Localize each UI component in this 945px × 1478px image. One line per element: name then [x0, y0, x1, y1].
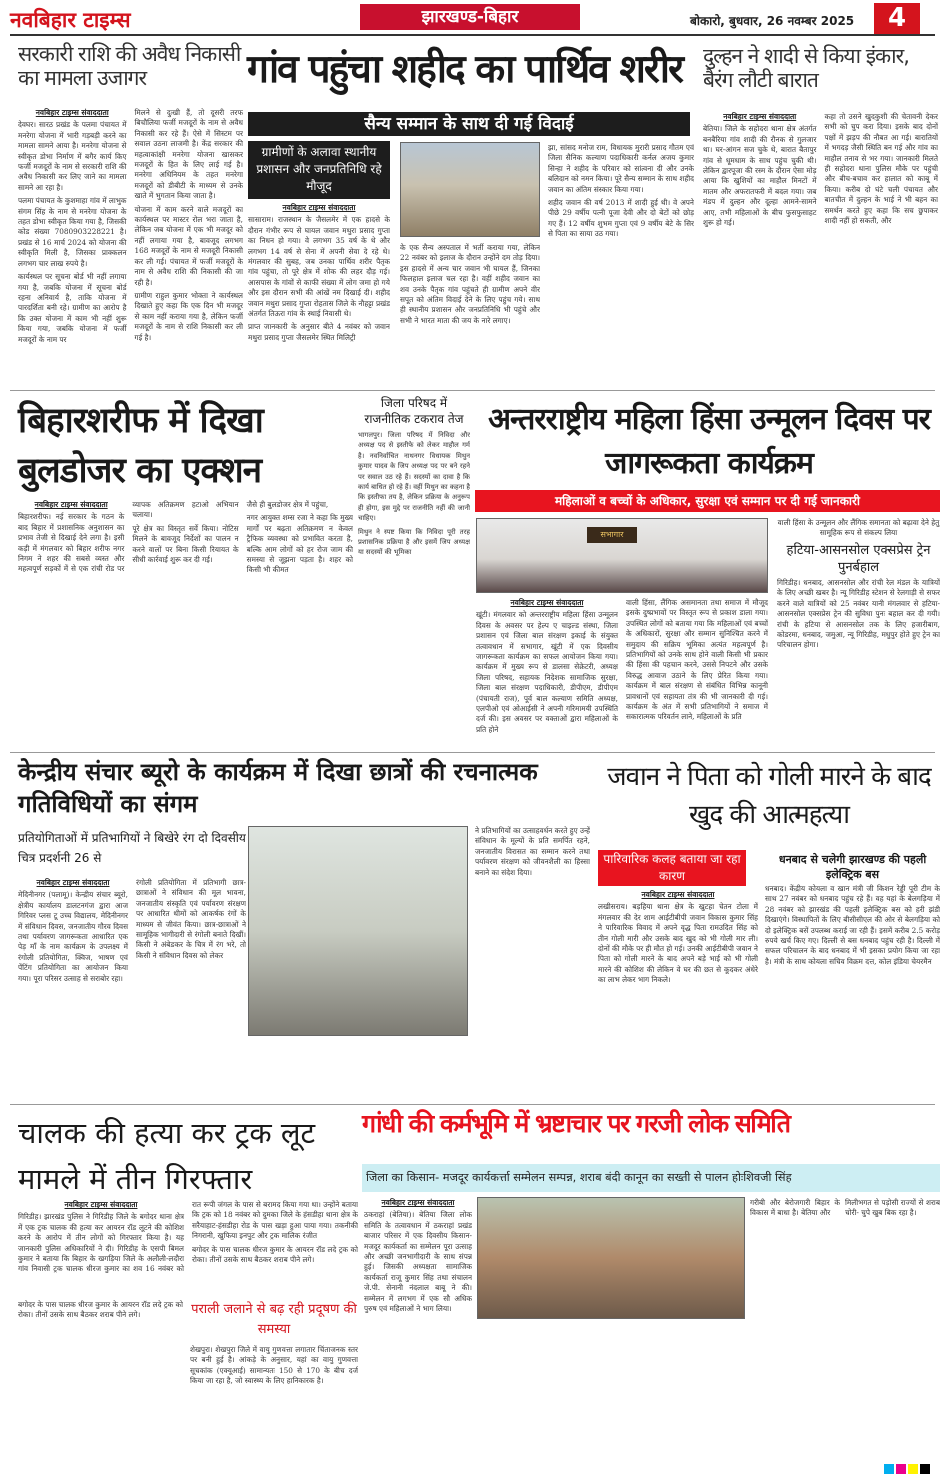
paragraph: शेखपुरा। शेखपुरा जिले में वायु गुणवत्ता लगातार चिंताजनक स्तर पर बनी हुई है। आंकड़े के अनुसार, यहां का वायु गुणवत्ता सूचकांक (एक्यूआई) सामान्यतः 150 से 170 के बीच दर्ज किया जा रहा है, जो स्वास्थ्य के लिए हानिकारक है।	[190, 1345, 358, 1386]
photo-sign: सभागार	[587, 527, 637, 543]
headline-mnrega: सरकारी राशि की अवैध निकासी का मामला उजागर	[18, 42, 241, 91]
article-gandhi-col2	[750, 1198, 840, 1470]
byline: नवबिहार टाइम्स संवाददाता	[36, 878, 110, 887]
women-tail-text: वाली हिंसा के उन्मूलन और लैंगिक समानता को बढ़ावा देने हेतु सामूहिक रूप से संकल्प लिया	[777, 518, 940, 538]
article-zila-parishad	[358, 430, 470, 750]
paragraph: ठकराहां (बेतिया)। बेतिया जिला लोक समिति के तत्वावधान में ठकराहां प्रखंड बाजार परिसर में एक दिवसीय किसान- मजदूर कार्यकर्ता का सम्मेलन पूरा उत्साह और अच्छी जनभागीदारी के साथ संपन्न हुई। जिसकी अध्यक्षता सामाजिक कार्यकर्ता राजू कुमार सिंह तथा संचालन जे.पी. सेनानी नंदलाल बाबू ने की। सम्मेलन में लगभग में एक सौ अधिक पुरुष एवं महिलाओं ने भाग लिया।	[364, 1210, 472, 1314]
photo-sammelan	[477, 1197, 745, 1319]
paragraph: लखीसराय। बड़हिया थाना क्षेत्र के खुटहा चेतन टोला में मंगलवार की देर शाम आईटीबीपी जवान विकास कुमार सिंह ने पारिवारिक विवाद में अपने वृद्ध पिता रामउदित सिंह को तीन गोली मारी और उसके बाद खुद को भी गोली मार ली। दोनों की मौके पर ही मौत हो गई। उनकी आईटीबीपी जवान ने पिता को गोली मारने के बाद अपने बड़े भाई को भी गोली मारने की कोशिश की लेकिन वे घर की छत से कूदकर अंधेरे का लाभ लेकर भाग निकले।	[598, 902, 758, 985]
byline: नवबिहार टाइम्स संवाददाता	[282, 203, 356, 212]
paragraph: प्राप्त जानकारी के अनुसार बीते 4 नवंबर को जवान मथुरा प्रसाद गुप्ता जैसलमेर स्थित मिलिट्री	[248, 322, 390, 342]
paragraph: गिरिडीह। झारखंड पुलिस ने गिरिडीह जिले के बगोदर थाना क्षेत्र में एक ट्रक चालक की हत्या कर आयरन रॉड लूटने की कोशिश करने के आरोप में तीन लोगों को गिरफ्तार किया है। यह जानकारी पुलिस अधिकारियों ने दी। गिरिडीह के एसपी बिमल कुमार ने बताया कि बिहार के खगड़िया जिले के अलौली-लदौरा गांव निवासी ट्रक चालक धीरज कुमार का शव 16 नवंबर को रात रूपी जंगल के पास से बरामद किया गया था। उन्होंने बताया कि ट्रक को 18 नवंबर को दुमका जिले के हंसडीहा थाना क्षेत्र के सरैयाहाट-हंसडीहा रोड के पास खड़ा हुआ पाया गया। तकनीकी निगरानी, खुफिया इनपुट और ट्रक मालिक रंजीत	[18, 1200, 358, 1274]
article-truck-cont	[18, 1300, 183, 1470]
paragraph: कार्यस्थल पर सूचना बोर्ड भी नहीं लगाया गया है, जबकि योजना में सूचना बोर्ड रहना अनिवार्य है, ताकि योजना में पारदर्शिता बनी रहे। ग्रामीण का आरोप है कि उक्त योजना में काम भी नहीं शुरू किया गया, जबकि योजना में फर्जी मजदूरों के नाम पर	[18, 272, 127, 344]
paragraph: ग्रामीण राहुल कुमार भोक्ता ने कार्यस्थल दिखाते हुए कहा कि एक दिन भी मजदूर से काम नहीं कराया गया है, लेकिन फर्जी मजदूरों के नाम से राशि निकासी कर ली गई है।	[134, 290, 243, 342]
byline: नवबिहार टाइम्स संवाददाता	[641, 890, 715, 899]
masthead: नवबिहार टाइम्स	[10, 8, 131, 32]
divider	[10, 390, 935, 391]
byline: नवबिहार टाइम्स संवाददाता	[35, 108, 109, 117]
headline-bride: दुल्हन ने शादी से किया इंकार, बैरंग लौटी बारात	[703, 44, 909, 93]
paragraph: बिहारशरीफ। नई सरकार के गठन के बाद बिहार में प्रशासनिक अनुशासन का प्रभाव तेजी से दिखाई देने लगा है। इसी कड़ी में मंगलवार को बिहार शरीफ नगर निगम ने शहर की सबसे व्यस्त और महत्वपूर्ण सड़कों में से एक रांची रोड पर व्यापक अतिक्रमण हटाओ अभियान चलाया।	[18, 500, 239, 574]
paragraph: पलमा पंचायत के कुशमाहा गांव में लाभुक संगम सिंह के नाम से मनरेगा योजना के तहत डोभा स्वीकृत किया गया है, जिसकी कोड संख्या 7080903228221 है। प्रखंड से 16 मार्च 2024 को योजना की स्वीकृति मिली है, जिसका प्राक्कलन लगभग चार लाख रुपये है।	[18, 196, 127, 268]
article-mnrega	[18, 108, 243, 388]
color-registration-marks	[884, 1464, 930, 1474]
article-stubble	[190, 1345, 358, 1470]
paragraph: भागलपुर। जिला परिषद में निविदा और अध्यक्ष पद से इस्तीफे को लेकर माहौल गर्म है। नवनिर्वाचित नाथनगर विधायक मिथुन कुमार यादव के जिप अध्यक्ष पद पर बने रहने पर सवाल उठ रहे हैं। सदस्यों का दावा है कि कार्य बाधित हो रहे हैं। वहीं मिथुन का कहना है कि इस्तीफा तय है, लेकिन प्रक्रिया के अनुरूप ही होगा, इस मुद्दे पर राजनीति नहीं की जानी चाहिए।	[358, 431, 470, 523]
paragraph: रंगोली प्रतियोगिता में प्रतिभागी छात्र-छात्राओं ने संविधान की मूल भावना, जनजातीय संस्कृति एवं पर्यावरण संरक्षण पर आधारित थीमों को आकर्षक रंगों के माध्यम से जीवंत किया। छात्र-छात्राओं ने सामूहिक भागीदारी से रंगोली बनाते दिखीं। किसी ने अंबेडकर के चित्र में रंग भरे, तो किसी ने संविधान दिवस को लेकर	[136, 878, 246, 960]
byline: नवबिहार टाइम्स संवाददाता	[64, 1200, 138, 1209]
photo-seminar	[476, 518, 768, 593]
paragraph: बगोदर के पास चालक धीरज कुमार के आयरन रॉड लदे ट्रक को रोका। तीनों उसके साथ बैठकर शराब पीने लगे।	[18, 1300, 183, 1320]
paragraph: ने प्रतिभागियों का उत्साहवर्धन करते हुए उन्हें संविधान के मूल्यों के प्रति समर्पित रहने, जनजातीय विरासत का सम्मान करने तथा पर्यावरण संरक्षण को जीवनशैली का हिस्सा बनाने का संदेश दिया।	[475, 826, 590, 877]
article-women-violence	[476, 598, 768, 748]
paragraph: शहीद जवान की वर्ष 2013 में शादी हुई थी। वे अपने पीछे 29 वर्षीय पत्नी पूजा देवी और दो बेटों को छोड़ गए हैं। 12 वर्षीय शुभम गुप्ता एवं 9 वर्षीय बेटे के सिर से पिता का साया उठ गया।	[548, 198, 694, 239]
banner-women-rights: महिलाओं व बच्चों के अधिकार, सुरक्षा एवं सम्मान पर दी गई जानकारी	[475, 490, 940, 512]
dateline: बोकारो, बुधवार, 26 नवम्बर 2025	[690, 14, 855, 28]
headline-martyr: गांव पहुंचा शहीद का पार्थिव शरीर	[247, 47, 682, 92]
paragraph: जैसे ही बुलडोजर क्षेत्र में पहुंचा,	[246, 500, 329, 509]
banner-military-honor: सैन्य सम्मान के साथ दी गई विदाई	[248, 112, 690, 136]
page-number: 4	[874, 3, 920, 34]
redbox-family-dispute: पारिवारिक कलह बताया जा रहा कारण	[598, 850, 746, 886]
headline-gandhi: गांधी की कर्मभूमि में भ्रष्टाचार पर गरजी लोक समिति	[362, 1109, 790, 1138]
article-hatia-train	[777, 578, 940, 750]
banner-kisan-sammelan: जिला का किसान- मजदूर कार्यकर्त्ता सम्मेलन सम्पन्न, शराब बंदी कानून का सख्ती से पालन होःशिवजी सिंह	[362, 1164, 940, 1192]
header-rule	[10, 34, 935, 36]
byline: नवबिहार टाइम्स संवाददाता	[381, 1198, 455, 1207]
paragraph: नगर आयुक्त शम्स रजा ने कहा कि मुख्य मार्गों पर बढ़ता अतिक्रमण न केवल ट्रैफिक व्यवस्था को प्रभावित करता है, बल्कि आम लोगों को हर रोज जाम की समस्या से जूझना पड़ता है। शहर को किसी भी कीमत	[246, 513, 353, 575]
paragraph: मेदिनीनगर (पलामू)। केन्द्रीय संचार ब्यूरो, क्षेत्रीय कार्यालय डालटनगंज द्वारा आज गिरिवर प्लस टू उच्च विद्यालय, मेदिनीनगर में संविधान दिवस, जनजातीय गौरव दिवस तथा पर्यावरण जागरूकता आधारित एक पेड़ माँ के नाम कार्यक्रम के उपलक्ष्य में रंगोली प्रतियोगिता, क्विज, भाषण एवं पेंटिंग प्रतियोगिता का आयोजन किया गया। पूरा परिसर उत्साह से सराबोर रहा।	[18, 890, 128, 983]
article-ebus	[765, 884, 940, 1098]
headline-zila-parishad: जिला परिषद में राजनीतिक टकराव तेज	[364, 396, 464, 426]
paragraph: बेतिया। जिले के सहोदरा थाना क्षेत्र अंतर्गत बनबैरिया गांव शादी की रौनक से गुलजार था। घर-आंगन सज चुके थे, बारात बैतापुर गांव से धूमधाम के साथ पहुंच चुकी थी। लेकिन द्वारपूजा की रस्म के दौरान ऐसा मोड़ आया कि खुशियों का माहौल मिनटों में मातम और अफरातफरी में बदल गया। जब मंडप में दुल्हन और दूल्हा आमने-सामने आए, तभी महिलाओं के बीच फुसफुसाहट शुरू हो गई।	[703, 124, 817, 228]
article-martyr-col3	[548, 143, 694, 388]
byline: नवबिहार टाइम्स संवाददाता	[723, 112, 797, 121]
paragraph: गिरिडीह। धनबाद, आसनसोल और रांची रेल मंडल के यात्रियों के लिए अच्छी खबर है। न्यू गिरिडीह स्टेशन से रेलगाड़ी से सफर करने वाले यात्रियों को 25 नवंबर यानी मंगलवार से हटिया-आसनसोल एक्सप्रेस ट्रेन की सुविधा पुनः बहाल कर दी गयी। रांची के हटिया से आसनसोल तक के लिए हजारीबाग, कोडरमा, धनबाद, जमुआ, न्यू गिरिडीह, मधुपुर होते हुए ट्रेन का परिचालन होगा।	[777, 578, 940, 650]
paragraph: झा, सांसद मनोज राम, विधायक मुरारी प्रसाद गौतम एवं जिला सैनिक कल्याण पदाधिकारी कर्नल अजय कुमार सिन्हा ने शहीद के परिवार को सांत्वना दी और उनके बलिदान को नमन किया। पूरे सैन्य सम्मान के साथ शहीद जवान का अंतिम संस्कार किया गया।	[548, 143, 694, 194]
paragraph: गरीबी और बेरोजगारी बिहार के विकास में बाधा है। बेतिया और	[750, 1198, 840, 1218]
paragraph: वाली हिंसा, लैंगिक असमानता तथा समाज में मौजूद इसके दुष्प्रभावों पर विस्तृत रूप से प्रकाश डाला गया। उपस्थित लोगों को बताया गया कि महिलाओं एवं बच्चों के अधिकारों, सुरक्षा और सम्मान सुनिश्चित करने में समुदाय की सक्रिय भूमिका अत्यंत महत्वपूर्ण है। प्रतिभागियों को उनके साथ होने वाली किसी भी प्रकार की हिंसा की पहचान करने, उससे निपटने और उसके विरुद्ध आवाज उठाने के लिए प्रेरित किया गया। कार्यक्रम में बाल संरक्षण से संबंधित विभिन्न कानूनी प्रावधानों एवं सहायता तंत्र की भी जानकारी दी गई। कार्यक्रम के अंत में सभी प्रतिभागियों ने समाज में सकारात्मक परिवर्तन लाने, महिलाओं के प्रति	[626, 598, 768, 722]
paragraph: देवघर। सारठ प्रखंड के पलमा पंचायत में मनरेगा योजना में भारी गड़बड़ी करने का मामला सामने आया है। मनरेगा योजना से स्वीकृत डोभा निर्माण में बगैर कार्य किए फर्जी मजदूरों के नाम से सरकारी राशि की अवैध निकासी कर लिए जाने का मामला सामने आ रहा है।	[18, 120, 127, 192]
article-martyr-col2	[400, 243, 540, 388]
headline-stubble: पराली जलाने से बढ़ रही प्रदूषण की समस्या	[191, 1302, 357, 1337]
paragraph: मिलीभगत से पड़ोसी राज्यों से शराब चोरी- चुपे खुब बिक रहा है।	[845, 1198, 940, 1218]
paragraph: पूरे क्षेत्र का विस्तृत सर्वे किया। नोटिस मिलने के बावजूद निर्देशों का पालन न करने वालों पर बिना किसी रियायत के सीधी कार्रवाई शुरू कर दी गई।	[132, 523, 239, 565]
article-bride	[703, 112, 938, 388]
article-gandhi-col1	[364, 1198, 472, 1470]
divider	[10, 752, 935, 753]
article-truck-murder	[18, 1200, 358, 1295]
article-gandhi-col3	[845, 1198, 940, 1458]
headline-truck-murder: चालक की हत्या कर ट्रक लूट मामले में तीन गिरफ्तार	[18, 1116, 316, 1196]
paragraph: सासाराम। राजस्थान के जैसलमेर में एक हादसे के दौरान गंभीर रूप से घायल जवान मथुरा प्रसाद गुप्ता का निधन हो गया। वे लगभग 35 वर्ष के थे और लगभग 14 वर्ष से सेना में अपनी सेवा दे रहे थे। मंगलवार की सुबह, जब उनका पार्थिव शरीर पैतृक गांव पहुंचा, तो पूरे क्षेत्र में शोक की लहर दौड़ गई। आसपास के गांवों से काफी संख्या में लोग जमा हो गये और इस दौरान सभी की आंखें नम दिखाई दी। शहीद जवान मथुरा प्रसाद गुप्ता रोहतास जिले के नौहट्टा प्रखंड अंतर्गत तिऊरा गांव के स्थाई निवासी थे।	[248, 215, 390, 319]
paragraph: मिथुन ने स्पष्ट किया कि निविदा पूरी तरह प्रशासनिक प्रक्रिया है और इसमें जिप अध्यक्ष या सदस्यों की भूमिका	[358, 527, 470, 557]
headline-jawan: जवान ने पिता को गोली मारने के बाद खुद की आत्महत्या	[607, 762, 931, 830]
byline: नवबिहार टाइम्स संवाददाता	[510, 598, 584, 607]
subhead-box: ग्रामीणों के अलावा स्थानीय प्रशासन और जनप्रतिनिधि रहे मौजूद	[248, 141, 390, 199]
byline: नवबिहार टाइम्स संवाददाता	[34, 500, 108, 509]
article-martyr-col1	[248, 203, 390, 388]
paragraph: धनबाद। केंद्रीय कोयला व खान मंत्री जी किशन रेड्डी पूरी टीम के साथ 27 नवंबर को धनबाद पहुंच रहे हैं। वह यहां के बेलगड़िया में 28 नवंबर को झारखंड की पहली इलेक्ट्रिक बस को हरी झंडी दिखाएंगे। विस्थापितों के लिए बीसीसीएल की ओर से बेलगड़िया को दो इलेक्ट्रिक बसें उपलब्ध कराई जा रही हैं। इसमें करीब 2.5 करोड़ रुपये खर्च किए गए। दिल्ली से बस धनबाद पहुंच रही है। दिल्ली में सफल परिचालन के बाद धनबाद में भी इसका प्रयोग किया जा रहा है। मंत्री के साथ कोयला सचिव विक्रम दत्त, कोल इंडिया चेयरमैन	[765, 884, 940, 966]
paragraph: के एक सैन्य अस्पताल में भर्ती कराया गया, लेकिन 22 नवंबर को इलाज के दौरान उन्होंने दम तोड़ दिया। इस हादसे में अन्य चार जवान भी घायल हैं, जिनका फिलहाल इलाज चल रहा है। वहीं शहीद जवान का शव उनके पैतृक गांव पहुंचते ही ग्रामीण अपने वीर सपूत को अंतिम विदाई देने के लिए पहुंच गये। साथ ही स्थानीय प्रशासन और जनप्रतिनिधि भी पहुंचे और सभी ने भारत माता की जय के नारे लगाए।	[400, 243, 540, 325]
headline-bulldozer: बिहारशरीफ में दिखा बुलडोजर का एक्शन	[18, 401, 263, 491]
paragraph: योजना में काम करने वाले मजदूरों का कार्यस्थल पर मास्टर रोल भरा जाता है, लेकिन जब योजना में एक भी मजदूर को नहीं लगाया गया है, बावजूद लगभग 168 मजदूरों के नाम से मजदूरी निकासी कर ली गई। पंचायत में फर्जी मजदूरों के नाम से अवैध राशि की निकासी की जा रही है।	[134, 204, 243, 287]
article-cbc-col3	[475, 826, 590, 1098]
paragraph: बगोदर के पास चालक धीरज कुमार के आयरन रॉड लदे ट्रक को रोका। तीनों उसके साथ बैठकर शराब पीने लगे।	[192, 1244, 358, 1265]
headline-hatia-train: हटिया-आसनसोल एक्सप्रेस ट्रेन पुनर्बहाल	[786, 543, 931, 575]
paragraph: कहा तो उसने खुदकुशी की चेतावनी देकर सभी को चुप करा दिया। इसके बाद दोनों पक्षों में झड़प की नौबत आ गई। बारातियों में भगदड़ जैसी स्थिति बन गई और गांव का माहौल तनाव से भर गया। जानकारी मिलते ही सहोदरा थाना पुलिस मौके पर पहुंची और बीच-बचाव कर हालात को काबू में किया। करीब दो घंटे चली पंचायत और बातचीत में दुल्हन के भाई ने भी बहन का समर्थन करते हुए कहा कि सच छुपाकर शादी नहीं हो सकती, और	[824, 112, 938, 226]
photo-students	[248, 826, 468, 1036]
section-label: झारखण्ड-बिहार	[360, 4, 580, 30]
cbc-subhead: प्रतियोगिताओं में प्रतिभागियों ने बिखेरे रंग दो दिवसीय चित्र प्रदर्शनी 26 से	[18, 831, 246, 865]
paragraph: खूंटी। मंगलवार को अन्तरराष्ट्रीय महिला हिंसा उन्मूलन दिवस के अवसर पर हेल्प ए चाइल्ड संस्था, जिला प्रशासन एवं जिला बाल संरक्षण इकाई के संयुक्त तत्वावधान में सभागार, खूंटी में एक दिवसीय जागरूकता कार्यक्रम का सफल आयोजन किया गया। कार्यक्रम में मुख्य रूप से डालसा सेक्रेटरी, अध्यक्ष जिला परिषद, सहायक निदेशक सामाजिक सुरक्षा, जिला बाल संरक्षण पदाधिकारी, डीपीएम, डीपीएम (पंचायती राज), पूर्व बाल कल्याण समिति अध्यक्ष, एलपीओ एवं ओआईसी ने अपनी गरिमामयी उपस्थिति दर्ज की। इस अवसर पर वक्ताओं द्वारा महिलाओं के प्रति होने	[476, 610, 618, 734]
headline-ebus: धनबाद से चलेगी झारखण्ड की पहली इलेक्ट्रिक बस	[778, 853, 927, 881]
article-bulldozer	[18, 500, 353, 750]
article-cbc	[18, 878, 246, 1098]
photo-military-funeral	[400, 142, 540, 237]
divider	[10, 1104, 935, 1105]
paragraph: मिलने से दुःखी हैं, तो दूसरी तरफ बिचौलिया फर्जी मजदूरों के नाम से अवैध निकासी कर रहे हैं। ऐसे में सिस्टम पर सवाल उठना लाजमी है। केंद्र सरकार की महत्वाकांक्षी मनरेगा योजना खासकर मजदूरों के हित के लिए लाई गई है। मनरेगा अधिनियम के तहत मनरेगा मजदूरों को डीबीटी के माध्यम से उनके खाते में भुगतान किया जाता है।	[134, 108, 243, 201]
article-jawan	[598, 890, 758, 1098]
headline-cbc: केन्द्रीय संचार ब्यूरो के कार्यक्रम में दिखा छात्रों की रचनात्मक गतिविधियों का संगम	[18, 758, 538, 818]
headline-women-violence: अन्तरराष्ट्रीय महिला हिंसा उन्मूलन दिवस पर जागरूकता कार्यक्रम	[488, 402, 930, 481]
